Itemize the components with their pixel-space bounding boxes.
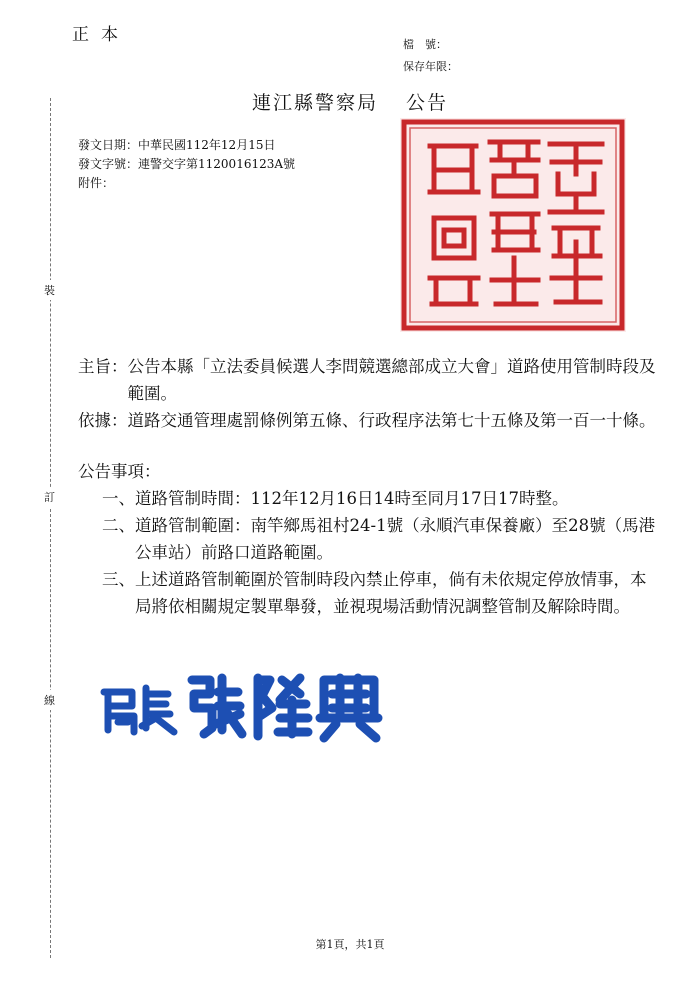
notice-label: 公告事項： <box>78 462 161 481</box>
notice-item-number: 一、 <box>102 489 135 508</box>
subject-text: 公告本縣「立法委員候選人李問競選總部成立大會」道路使用管制時段及範圍。 <box>127 357 656 403</box>
title-type: 公告 <box>406 92 449 114</box>
subject-label: 主旨： <box>78 357 128 376</box>
signature-graphic <box>96 670 396 744</box>
official-seal <box>400 118 626 332</box>
binding-mark-ding: 訂 <box>44 487 55 507</box>
basis-label: 依據： <box>78 411 128 430</box>
binding-mark-zhuang: 裝 <box>44 280 55 300</box>
issue-date-value: 中華民國112年12月15日 <box>138 138 276 152</box>
subject-section <box>78 353 658 407</box>
issue-date-row <box>78 136 275 153</box>
file-number-label: 檔 號： <box>403 38 447 51</box>
document-title <box>0 88 700 115</box>
notice-item-text: 上述道路管制範圍於管制時段內禁止停車，倘有未依規定停放情事，本局將依相關規定製單舉發，並視現場活動情況調整管制及解除時間。 <box>135 570 647 616</box>
copy-mark: 正本 <box>72 25 130 45</box>
issue-number-row <box>78 155 295 172</box>
notice-item-text: 道路管制時間：112年12月16日14時至同月17日17時整。 <box>135 489 569 508</box>
issue-number-value: 連警交字第1120016123A號 <box>138 157 296 171</box>
official-seal-graphic <box>400 118 626 332</box>
attachment-label: 附件： <box>78 176 115 190</box>
notice-item-1 <box>102 485 658 512</box>
notice-item-3 <box>102 566 658 620</box>
notice-item-2 <box>102 512 658 566</box>
basis-section <box>78 407 658 434</box>
notice-item-number: 三、 <box>102 570 135 589</box>
issue-number-label: 發文字號： <box>78 157 139 171</box>
attachment-row <box>78 174 114 191</box>
basis-text: 道路交通管理處罰條例第五條、行政程序法第七十五條及第一百一十條。 <box>127 411 656 430</box>
notice-item-text: 道路管制範圍：南竿鄉馬祖村24-1號（永順汽車保養廠）至28號（馬港公車站）前路口道路範圍。 <box>135 516 656 562</box>
notice-item-number: 二、 <box>102 516 135 535</box>
file-number-row <box>403 36 447 52</box>
retention-row <box>403 58 458 74</box>
page-footer: 第1頁，共1頁 <box>315 938 385 951</box>
retention-label: 保存年限： <box>403 60 458 73</box>
binding-line <box>50 98 51 958</box>
binding-mark-xian: 線 <box>44 690 55 710</box>
title-agency: 連江縣警察局 <box>251 92 378 114</box>
director-signature <box>96 670 396 744</box>
issue-date-label: 發文日期： <box>78 138 139 152</box>
